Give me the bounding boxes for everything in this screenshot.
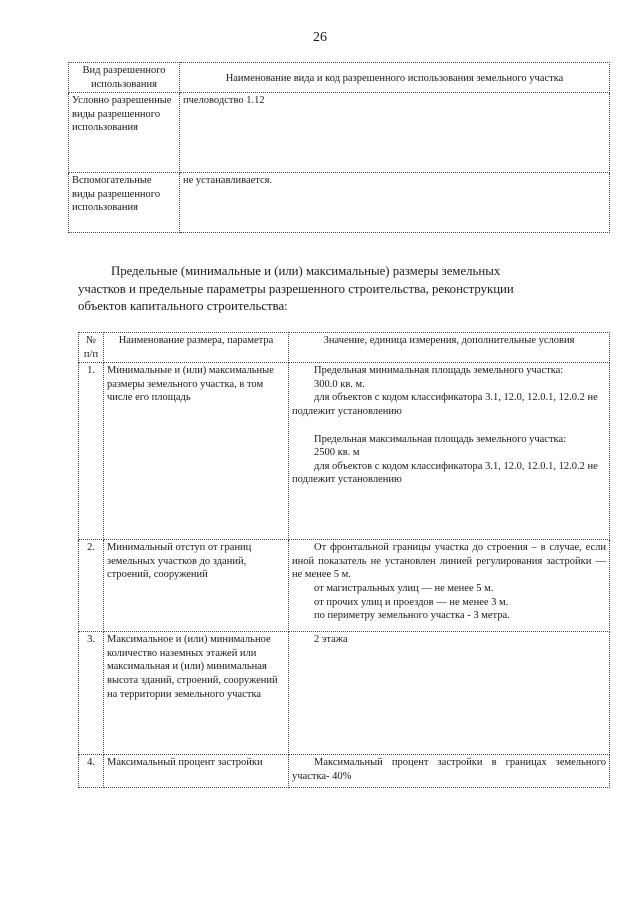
header-parameter-name: Наименование размера, параметра bbox=[104, 333, 289, 363]
parameter-value bbox=[289, 363, 610, 540]
parameters-table bbox=[78, 332, 610, 788]
min-area-note: для объектов с кодом классификатора 3.1, 12.0, 12.0.1, 12.0.2 не подлежит установлению bbox=[292, 392, 598, 417]
use-value-cell: пчеловодство 1.12 bbox=[180, 93, 610, 173]
parameter-name: Максимальное и (или) минимальное количество наземных этажей или максимальная и (или) минимальная высота зданий, строений, сооружений на территории земельного участка bbox=[104, 632, 289, 755]
max-area-title: Предельная максимальная площадь земельного участка: bbox=[314, 433, 567, 445]
table-header-row bbox=[69, 63, 610, 93]
table-row bbox=[79, 632, 610, 755]
row-number: 4. bbox=[79, 755, 104, 788]
table-header-row bbox=[79, 333, 610, 363]
table-row bbox=[79, 363, 610, 540]
table-row bbox=[69, 173, 610, 233]
max-area-value: 2500 кв. м bbox=[314, 447, 360, 459]
use-type-cell: Вспомогательные виды разрешенного использования bbox=[69, 173, 180, 233]
header-parameter-value: Значение, единица измерения, дополнительные условия bbox=[289, 333, 610, 363]
header-use-name-code: Наименование вида и код разрешенного использования земельного участка bbox=[180, 63, 610, 93]
parameter-value: Максимальный процент застройки в границах земельного участка- 40% bbox=[289, 755, 610, 788]
permitted-use-table bbox=[68, 62, 610, 233]
header-number: № п/п bbox=[79, 333, 104, 363]
parameter-value bbox=[289, 540, 610, 632]
intro-paragraph bbox=[78, 263, 606, 316]
setback-other-streets: от прочих улиц и проездов — не менее 3 м. bbox=[314, 596, 509, 608]
table-row bbox=[79, 540, 610, 632]
setback-front: От фронтальной границы участка до строения – в случае, если иной показатель не установлен линией регулирования застройки — не менее 5 м. bbox=[292, 542, 606, 581]
row-number: 3. bbox=[79, 632, 104, 755]
setback-main-streets: от магистральных улиц — не менее 5 м. bbox=[314, 582, 494, 594]
intro-line: Предельные (минимальные и (или) максимальные) размеры земельных bbox=[111, 264, 501, 278]
parameter-name: Минимальные и (или) максимальные размеры земельного участка, в том числе его площадь bbox=[104, 363, 289, 540]
page-number: 26 bbox=[313, 30, 327, 45]
parameter-value: 2 этажа bbox=[289, 632, 610, 755]
min-area-value: 300.0 кв. м. bbox=[314, 378, 365, 390]
min-area-title: Предельная минимальная площадь земельного участка: bbox=[314, 365, 564, 377]
use-type-cell: Условно разрешенные виды разрешенного использования bbox=[69, 93, 180, 173]
use-value-cell: не устанавливается. bbox=[180, 173, 610, 233]
max-area-note: для объектов с кодом классификатора 3.1, 12.0, 12.0.1, 12.0.2 не подлежит установлению bbox=[292, 460, 598, 486]
intro-line: объектов капитального строительства: bbox=[78, 299, 288, 313]
row-number: 1. bbox=[79, 363, 104, 540]
table-row bbox=[69, 93, 610, 173]
parameter-name: Максимальный процент застройки bbox=[104, 755, 289, 788]
table-row bbox=[79, 755, 610, 788]
intro-line: участков и предельные параметры разрешенного строительства, реконструкции bbox=[78, 281, 514, 296]
header-use-type: Вид разрешенного использования bbox=[69, 63, 180, 93]
setback-perimeter: по периметру земельного участка - 3 метра. bbox=[314, 610, 510, 622]
parameter-name: Минимальный отступ от границ земельных участков до зданий, строений, сооружений bbox=[104, 540, 289, 632]
row-number: 2. bbox=[79, 540, 104, 632]
